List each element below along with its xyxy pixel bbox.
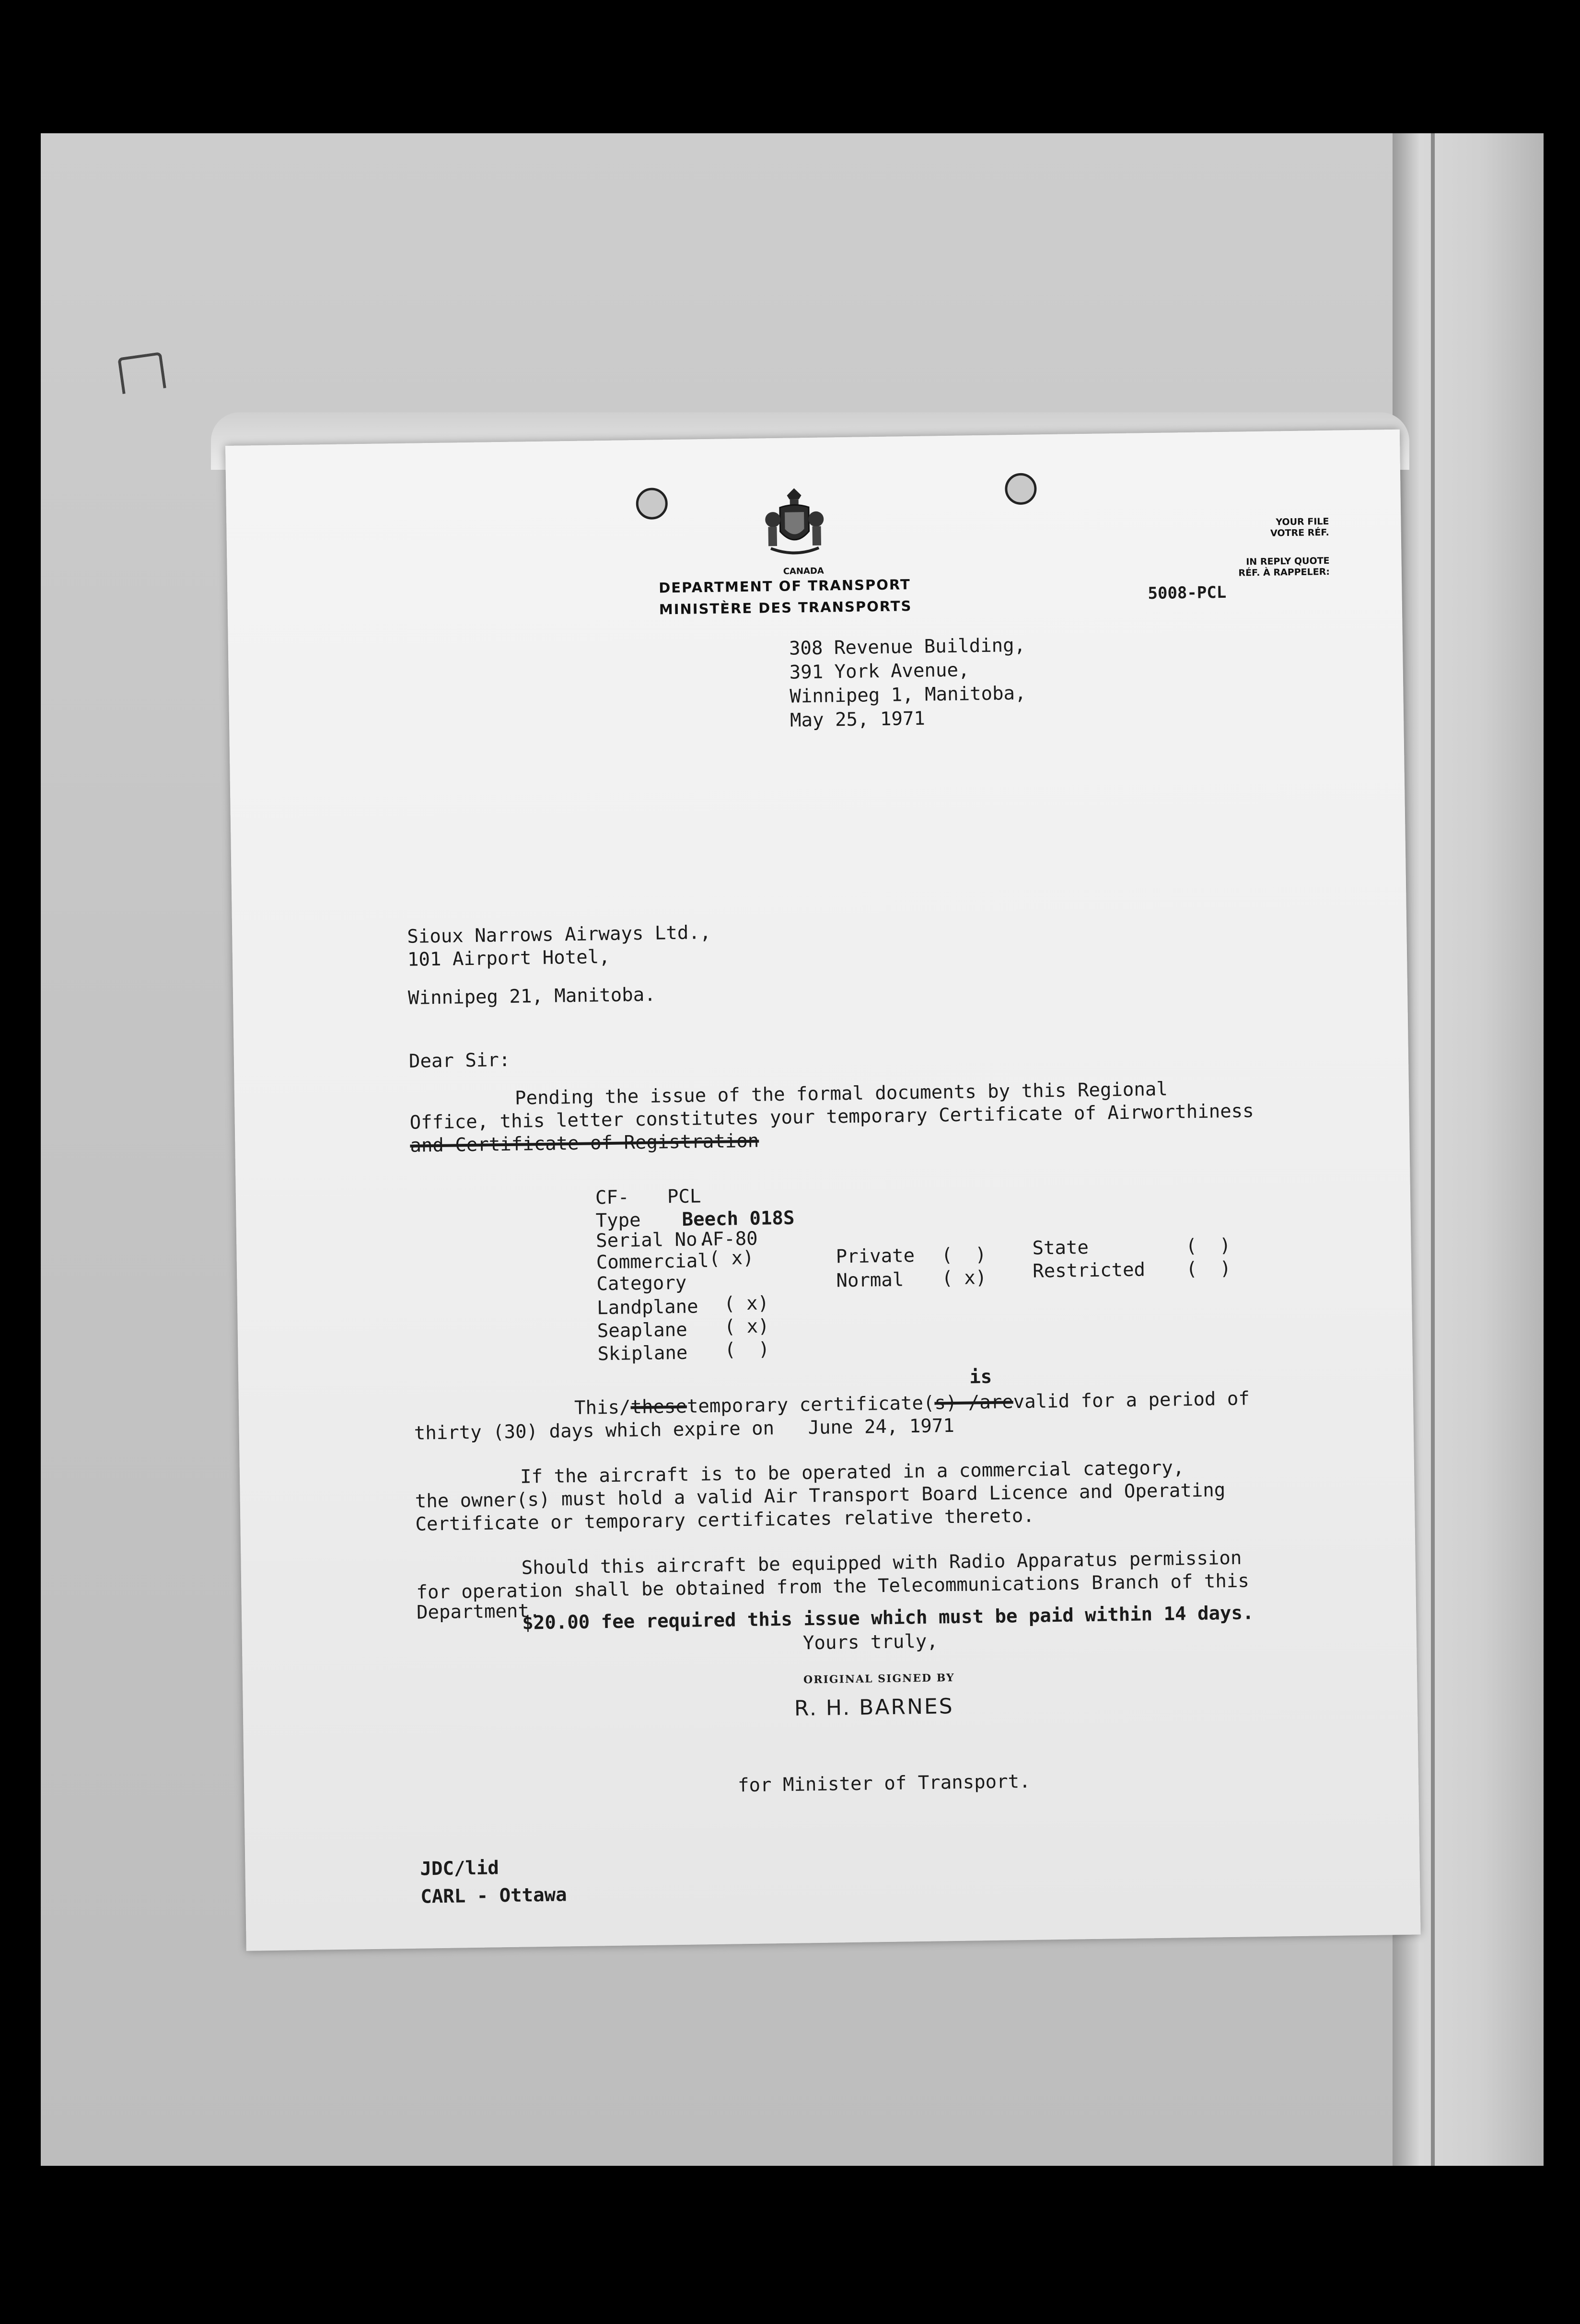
ref-reply-quote-fr: RÉF. À RAPPELER: xyxy=(1238,566,1330,579)
validity-period: valid for a period of xyxy=(1013,1388,1250,1413)
radio-para-line1: Should this aircraft be equipped with Radio Apparatus permission xyxy=(521,1547,1242,1579)
signer-title: for Minister of Transport. xyxy=(737,1770,1031,1797)
commercial-label: Commercial xyxy=(596,1250,709,1274)
letter-date: May 25, 1971 xyxy=(790,708,926,732)
restricted-mark: ( ) xyxy=(1185,1257,1231,1280)
validity-struck-are: s) /are xyxy=(934,1391,1014,1414)
state-mark: ( ) xyxy=(1185,1234,1231,1257)
cf-value: PCL xyxy=(667,1185,701,1208)
type-value: Beech 018S xyxy=(682,1207,795,1231)
punch-hole-left xyxy=(636,488,668,520)
recipient-line1: Sioux Narrows Airways Ltd., xyxy=(407,921,711,948)
coat-of-arms-icon xyxy=(763,486,826,563)
recipient-line3: Winnipeg 21, Manitoba. xyxy=(407,984,656,1009)
ref-number: 5008-PCL xyxy=(1148,582,1227,604)
serial-label: Serial No. xyxy=(595,1229,709,1252)
type-label: Type xyxy=(595,1209,641,1232)
punch-hole-right xyxy=(1005,473,1037,505)
private-label: Private xyxy=(836,1245,915,1268)
private-mark: ( ) xyxy=(941,1243,987,1267)
validity-line2 xyxy=(414,1417,954,1443)
validity-inserted-word: is xyxy=(969,1366,992,1388)
landplane-mark: ( x) xyxy=(723,1292,769,1315)
letterhead-country: CANADA xyxy=(783,566,824,577)
landplane-label: Landplane xyxy=(596,1296,698,1319)
intro-line1: Pending the issue of the formal documents by this Regional xyxy=(514,1078,1168,1109)
letterhead-dept-fr: MINISTÈRE DES TRANSPORTS xyxy=(659,598,912,618)
footer-cc: CARL - Ottawa xyxy=(420,1884,567,1908)
seaplane-label: Seaplane xyxy=(597,1319,688,1342)
radio-para-line2: for operation shall be obtained from the Telecommunications Branch of this xyxy=(416,1570,1250,1604)
validity-temporary: temporary certificate( xyxy=(686,1392,935,1418)
validity-this: This/ xyxy=(574,1396,631,1419)
commercial-para-line3: Certificate or temporary certificates relative thereto. xyxy=(415,1505,1035,1535)
ref-your-file-fr: VOTRE RÉF. xyxy=(1270,527,1329,539)
fee-note: $20.00 fee required this issue which must be paid within 14 days. xyxy=(522,1602,1254,1634)
skiplane-label: Skiplane xyxy=(597,1342,688,1365)
validity-expire: thirty (30) days which expire on xyxy=(414,1418,775,1444)
staple-mark xyxy=(117,352,166,394)
signature-stamp-line: ORIGINAL SIGNED BY xyxy=(803,1672,955,1686)
footer-initials: JDC/lid xyxy=(420,1857,500,1880)
commercial-para-line1: If the aircraft is to be operated in a commercial category, xyxy=(520,1457,1185,1488)
sender-address-line3: Winnipeg 1, Manitoba, xyxy=(790,682,1026,708)
ref-your-file-en: YOUR FILE xyxy=(1276,516,1329,528)
normal-label: Normal xyxy=(836,1269,904,1292)
restricted-label: Restricted xyxy=(1032,1259,1146,1282)
backing-sheet-crease xyxy=(1431,133,1435,2166)
commercial-mark: ( x) xyxy=(709,1247,754,1270)
validity-struck-these: these xyxy=(630,1395,687,1418)
serial-value: AF-80 xyxy=(701,1228,758,1251)
radio-para-line3: Department. xyxy=(416,1600,541,1624)
category-label: Category xyxy=(596,1272,687,1295)
recipient-line2: 101 Airport Hotel, xyxy=(407,946,610,971)
closing: Yours truly, xyxy=(802,1630,939,1654)
skiplane-mark: ( ) xyxy=(724,1338,770,1361)
signature-name: R. H. BARNES xyxy=(794,1694,954,1721)
salutation: Dear Sir: xyxy=(408,1049,511,1072)
normal-mark: ( x) xyxy=(941,1267,987,1290)
validity-date: June 24, 1971 xyxy=(808,1415,955,1439)
state-label: State xyxy=(1032,1237,1089,1259)
seaplane-mark: ( x) xyxy=(724,1315,769,1338)
cf-label: CF- xyxy=(595,1186,629,1209)
letterhead-dept-en: DEPARTMENT OF TRANSPORT xyxy=(658,576,911,596)
commercial-para-line2: the owner(s) must hold a valid Air Transport Board Licence and Operating xyxy=(415,1479,1226,1512)
intro-line3-struck: and Certificate of Registration xyxy=(410,1130,759,1157)
validity-line1 xyxy=(574,1389,1250,1418)
ref-reply-quote-en: IN REPLY QUOTE xyxy=(1246,555,1330,568)
sender-address-line1: 308 Revenue Building, xyxy=(789,634,1026,660)
intro-line2: Office, this letter constitutes your temporary Certificate of Airworthiness xyxy=(409,1100,1254,1134)
letter-page xyxy=(225,430,1421,1951)
sender-address-line2: 391 York Avenue, xyxy=(789,659,970,684)
